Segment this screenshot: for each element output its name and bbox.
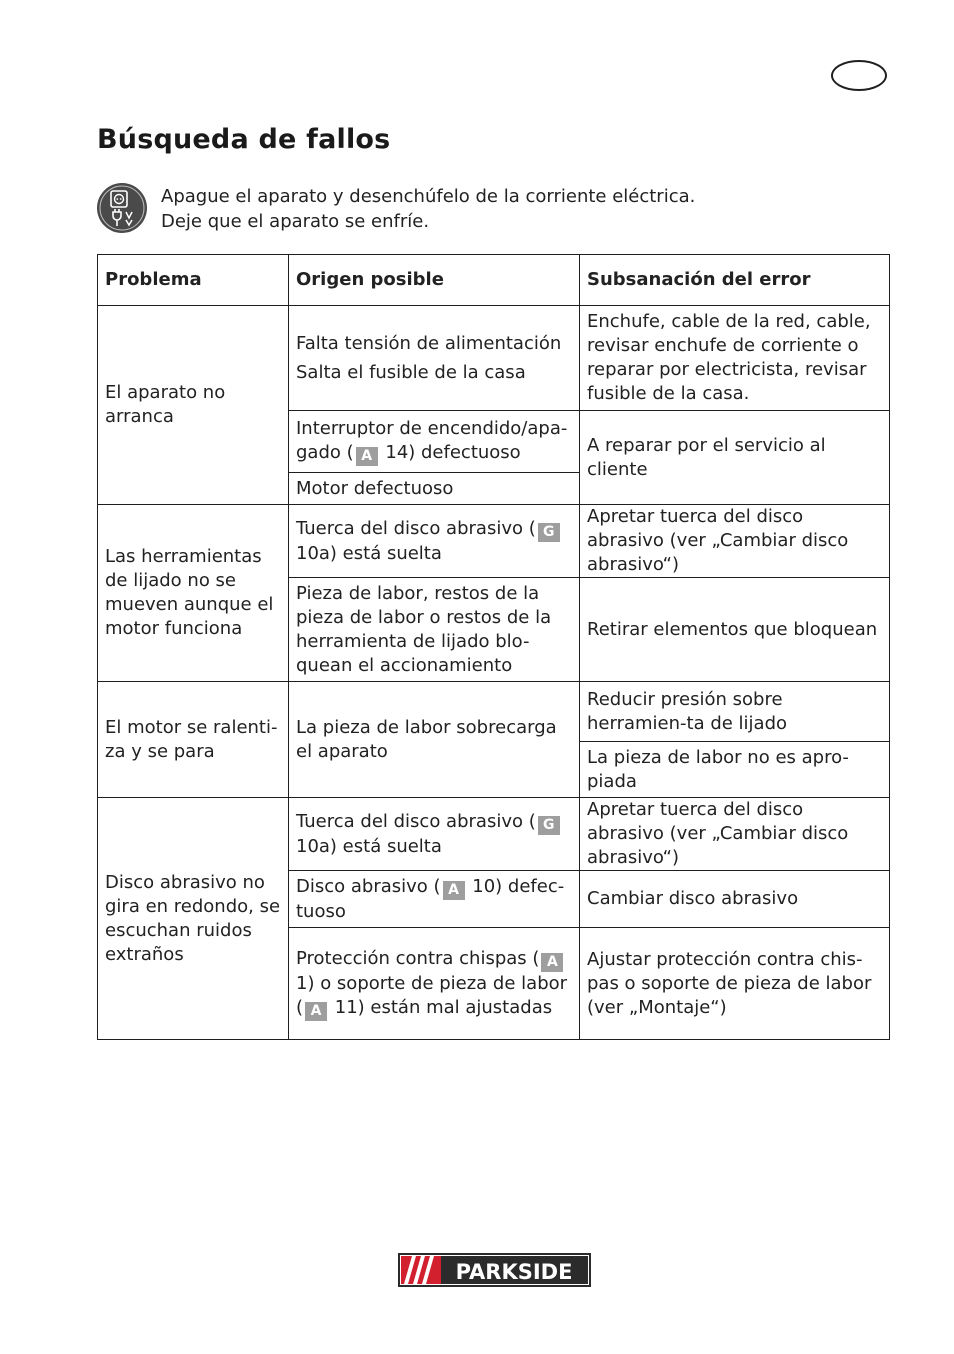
logo-brand-text: PARKSIDE xyxy=(455,1260,573,1284)
solution-cell: Apretar tuerca del disco abrasivo (ver „Cambiar disco abrasivo“) xyxy=(580,798,890,871)
solution-cell: Retirar elementos que bloquean xyxy=(580,578,890,682)
language-badge xyxy=(831,60,887,91)
cause-text: 14) defectuoso xyxy=(379,442,521,463)
page-title: Búsqueda de fallos xyxy=(97,124,391,155)
table-header-row xyxy=(98,255,890,306)
cause-text: 1) o soporte de pieza de labor ( xyxy=(296,972,568,1018)
cause-cell xyxy=(289,798,580,871)
table-row xyxy=(98,798,890,871)
figure-ref-badge: A xyxy=(356,447,378,466)
cause-cell xyxy=(289,871,580,928)
solution-cell: A reparar por el servicio al cliente xyxy=(580,411,890,505)
unplug-warning-icon xyxy=(96,182,148,234)
solution-cell: Ajustar protección contra chis-pas o soporte de pieza de labor (ver „Montaje“) xyxy=(580,928,890,1040)
solution-cell: Reducir presión sobre herramien-ta de lijado xyxy=(580,682,890,742)
header-problem: Problema xyxy=(98,255,289,306)
cause-line: Salta el fusible de la casa xyxy=(296,361,526,383)
cause-text: Disco abrasivo ( xyxy=(296,875,441,897)
cause-text: Interruptor de encendido/apa-gado ( xyxy=(296,418,568,463)
table-row xyxy=(98,505,890,578)
cause-text: 10a) está suelta xyxy=(296,542,442,564)
intro-line: Deje que el aparato se enfríe. xyxy=(161,211,430,232)
cause-cell xyxy=(289,928,580,1040)
intro-text xyxy=(161,184,695,234)
intro-line: Apague el aparato y desenchúfelo de la corriente eléctrica. xyxy=(161,186,696,207)
cause-text: Tuerca del disco abrasivo ( xyxy=(296,810,536,832)
figure-ref-badge: A xyxy=(541,953,563,972)
table-row xyxy=(98,306,890,411)
figure-ref-badge: G xyxy=(538,816,560,835)
problem-cell: Disco abrasivo no gira en redondo, se escuchan ruidos extraños xyxy=(98,798,289,1040)
cause-text: 11) están mal ajustadas xyxy=(329,996,553,1018)
problem-cell: El motor se ralenti-za y se para xyxy=(98,682,289,798)
solution-cell: La pieza de labor no es apro-piada xyxy=(580,742,890,798)
problem-cell: Las herramientas de lijado no se mueven aunque el motor funciona xyxy=(98,505,289,682)
cause-line: Falta tensión de alimentación xyxy=(296,332,562,354)
cause-cell xyxy=(289,306,580,411)
cause-cell: Motor defectuoso xyxy=(289,473,580,505)
solution-cell: Apretar tuerca del disco abrasivo (ver „Cambiar disco abrasivo“) xyxy=(580,505,890,578)
cause-cell: Pieza de labor, restos de la pieza de labor o restos de la herramienta de lijado blo-quean el accionamiento xyxy=(289,578,580,682)
solution-cell: Enchufe, cable de la red, cable, revisar enchufe de corriente o reparar por electricista, revisar fusible de la casa. xyxy=(580,306,890,411)
header-solution: Subsanación del error xyxy=(580,255,890,306)
solution-cell: Cambiar disco abrasivo xyxy=(580,871,890,928)
parkside-logo xyxy=(398,1253,591,1287)
table-row xyxy=(98,682,890,742)
figure-ref-badge: A xyxy=(443,881,465,900)
cause-cell xyxy=(289,505,580,578)
header-cause: Origen posible xyxy=(289,255,580,306)
cause-text: Protección contra chispas ( xyxy=(296,947,540,969)
cause-text: 10) defec-tuoso xyxy=(296,875,565,922)
problem-cell: El aparato no arranca xyxy=(98,306,289,505)
figure-ref-badge: G xyxy=(538,523,560,542)
cause-cell: La pieza de labor sobrecarga el aparato xyxy=(289,682,580,798)
cause-text: Tuerca del disco abrasivo ( xyxy=(296,517,536,539)
cause-cell xyxy=(289,411,580,473)
figure-ref-badge: A xyxy=(305,1002,327,1021)
troubleshooting-table xyxy=(97,254,890,1040)
cause-text: 10a) está suelta xyxy=(296,835,442,857)
